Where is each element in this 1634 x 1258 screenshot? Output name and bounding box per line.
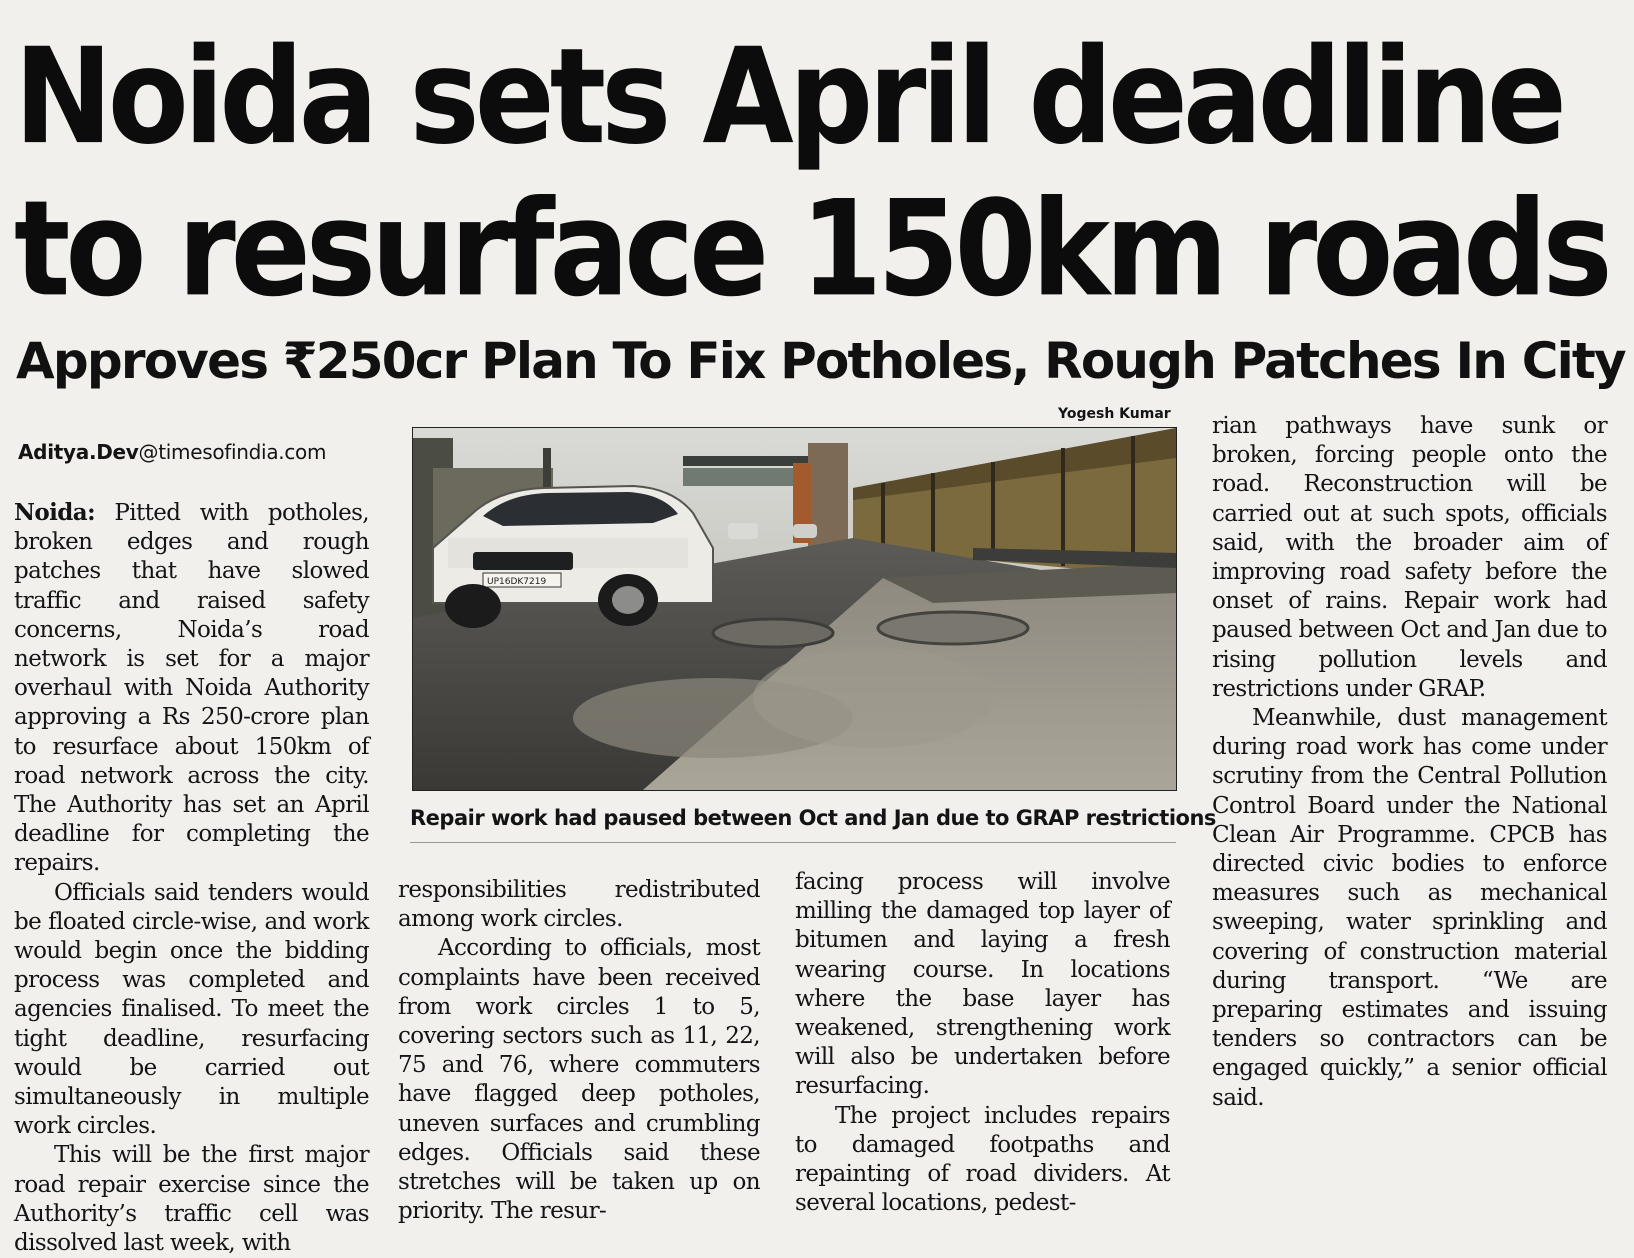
news-photo: [412, 427, 1177, 791]
article-paragraph: According to officials, most complaints have been received from work circles 1 to 5, covering sectors such as 11, 22, 75 and 76, where commuters have flagged deep potholes, uneven surfaces and crumbling edges. Officials said these stretches will be taken up on priority. The resur-: [398, 935, 760, 1225]
article-paragraph: rian pathways have sunk or broken, forcing people onto the road. Reconstruction will be carried out at such spots, officials said, with the broader aim of improving road safety before the onset of rains. Repair work had paused between Oct and Jan due to rising pollution levels and restrictions under GRAP.: [1212, 413, 1607, 702]
article-column-1: [14, 498, 369, 1258]
byline-domain: @timesofindia.com: [138, 440, 327, 464]
article-paragraph: Meanwhile, dust management during road work has come under scrutiny from the Central Pollution Control Board under the National Clean Air Programme. CPCB has directed civic bodies to enforce measures such as mechanical sweeping, water sprinkling and covering of construction material during transport. “We are preparing estimates and issuing tenders so contractors can be engaged quickly,” a senior official said.: [1212, 705, 1607, 1111]
dateline: Noida:: [14, 499, 95, 526]
road-photo-illustration: [413, 428, 1176, 790]
article-paragraph: facing process will involve milling the damaged top layer of bitumen and laying a fresh wearing course. In locations where the base layer has weakened, strengthening work will also be undertaken before resurfacing.: [795, 869, 1170, 1100]
article-paragraph: [14, 498, 369, 879]
photo-credit: Yogesh Kumar: [1058, 406, 1171, 422]
article-column-2: [398, 876, 760, 1226]
article-column-3: [795, 868, 1170, 1218]
article-column-4: [1212, 412, 1607, 1113]
article-paragraph: Officials said tenders would be floated circle-wise, and work would begin once the bidding process was completed and agencies finalised. To meet the tight deadline, resurfacing would be carried out simultaneously in multiple work circles.: [14, 879, 369, 1140]
article-paragraph: This will be the first major road repair exercise since the Authority’s traffic cell was dissolved last week, with: [14, 1142, 369, 1257]
headline-line-2: to resurface 150km roads: [14, 171, 1608, 326]
headline-line-1: Noida sets April deadline: [14, 18, 1562, 174]
caption-rule: [410, 842, 1176, 843]
article-paragraph: The project includes repairs to damaged footpaths and repainting of road dividers. At several locations, pedest-: [795, 1102, 1170, 1217]
paragraph-text: Pitted with potholes, broken edges and rough patches that have slowed traffic and raised safety concerns, Noida’s road network is set for a major overhaul with Noida Authority approving a Rs 250-crore plan to resurface about 150km of road network across the city. The Authority has set an April deadline for completing the repairs.: [14, 500, 369, 877]
photo-caption: Repair work had paused between Oct and Jan due to GRAP restrictions: [410, 806, 1216, 830]
byline-email: [18, 440, 326, 464]
byline-name: Aditya.Dev: [18, 440, 139, 464]
number-plate-text: UP16DK7219: [487, 577, 547, 587]
subheadline: Approves ₹250cr Plan To Fix Potholes, Rough Patches In City: [16, 332, 1625, 390]
headline: [14, 20, 1624, 325]
article-paragraph: responsibilities redistributed among work circles.: [398, 877, 760, 933]
